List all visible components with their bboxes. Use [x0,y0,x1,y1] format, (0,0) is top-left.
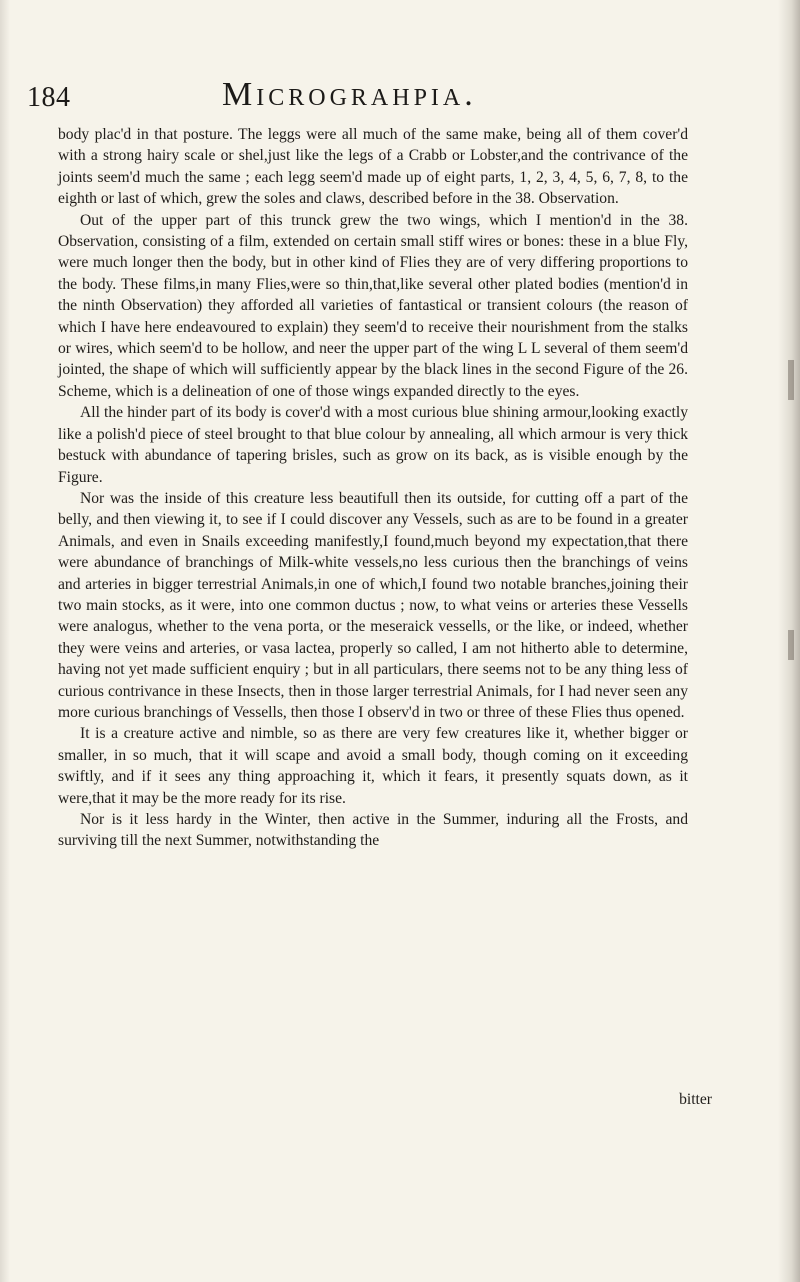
page-number: 184 [27,82,71,113]
paragraph: body plac'd in that posture. The leggs were all much of the same make, being all of them cover'd with a strong hairy scale or shel,just like the legs of a Crabb or Lobster,and the contrivance of the joints seem'd much the same ; each legg seem'd made up of eight parts, 1, 2, 3, 4, 5, 6, 7, 8, to the eighth or last of which, grew the soles and claws, described before in the 38. Observation. [58,126,688,208]
paragraph: All the hinder part of its body is cover'd with a most curious blue shining armour,looking exactly like a polish'd piece of steel brought to that blue colour by annealing, all which armour is very thick bestuck with abundance of tapering brisles, such as grow on its back, as is visible enough by the Figure. [58,404,688,486]
paragraph: Nor is it less hardy in the Winter, then active in the Summer, induring all the Frosts, and surviving till the next Summer, notwithstanding the [58,811,688,850]
page-gutter-shadow [0,0,10,1282]
running-title: Micrograhpia. [222,76,477,113]
edge-mark [788,630,794,660]
catchword: bitter [679,1091,712,1108]
page-header [27,72,687,122]
paragraph: Nor was the inside of this creature less beautifull then its outside, for cutting off a part of the belly, and then viewing it, to see if I could discover any Vessels, such as are to be found in a greater Animals, and even in Snails exceeding manifestly,I found,much beyond my expectation,that there were abundance of branchings of Milk-white vessels,no less curious then the branchings of veins and arteries in bigger terrestrial Animals,in one of which,I found two notable branches,joining their two main stocks, as it were, into one common ductus ; now, to what veins or arteries these Vessells were analogus, whether to the vena porta, or the meseraick vessells, or the like, or indeed, whether they were veins and arteries, or vasa lactea, properly so called, I am not hitherto able to determine, having not yet made sufficient enquiry ; but in all particulars, there seems not to be any thing less of curious contrivance in these Insects, then in those larger terrestrial Animals, for I had never seen any more curious branchings of Vessells, then those I observ'd in two or three of these Flies thus opened. [58,489,688,721]
paragraph: Out of the upper part of this trunck grew the two wings, which I mention'd in the 38. Observation, consisting of a film, extended on certain small stiff wires or bones: these in a blue Fly, were much longer then the body, but in other kind of Flies they are of very differing proportions to the body. These films,in many Flies,were so thin,that,like several other plated bodies (mention'd in the ninth Observation) they afforded all varieties of fantastical or transient colours (the reason of which I have here endeavoured to explain) they seem'd to receive their nourishment from the stalks or wires, which seem'd to be hollow, and neer the upper part of the wing L L several of them seem'd jointed, the shape of which will sufficiently appear by the black lines in the second Figure of the 26. Scheme, which is a delineation of one of those wings expanded directly to the eyes. [58,211,688,400]
body-text [58,124,688,852]
edge-mark [788,360,794,400]
paragraph: It is a creature active and nimble, so as there are very few creatures like it, whether bigger or smaller, in so much, that it will scape and avoid a small body, though coming on it exceeding swiftly, and if it sees any thing approaching it, which it fears, it presently squats down, as it were,that it may be the more ready for its rise. [58,725,688,807]
